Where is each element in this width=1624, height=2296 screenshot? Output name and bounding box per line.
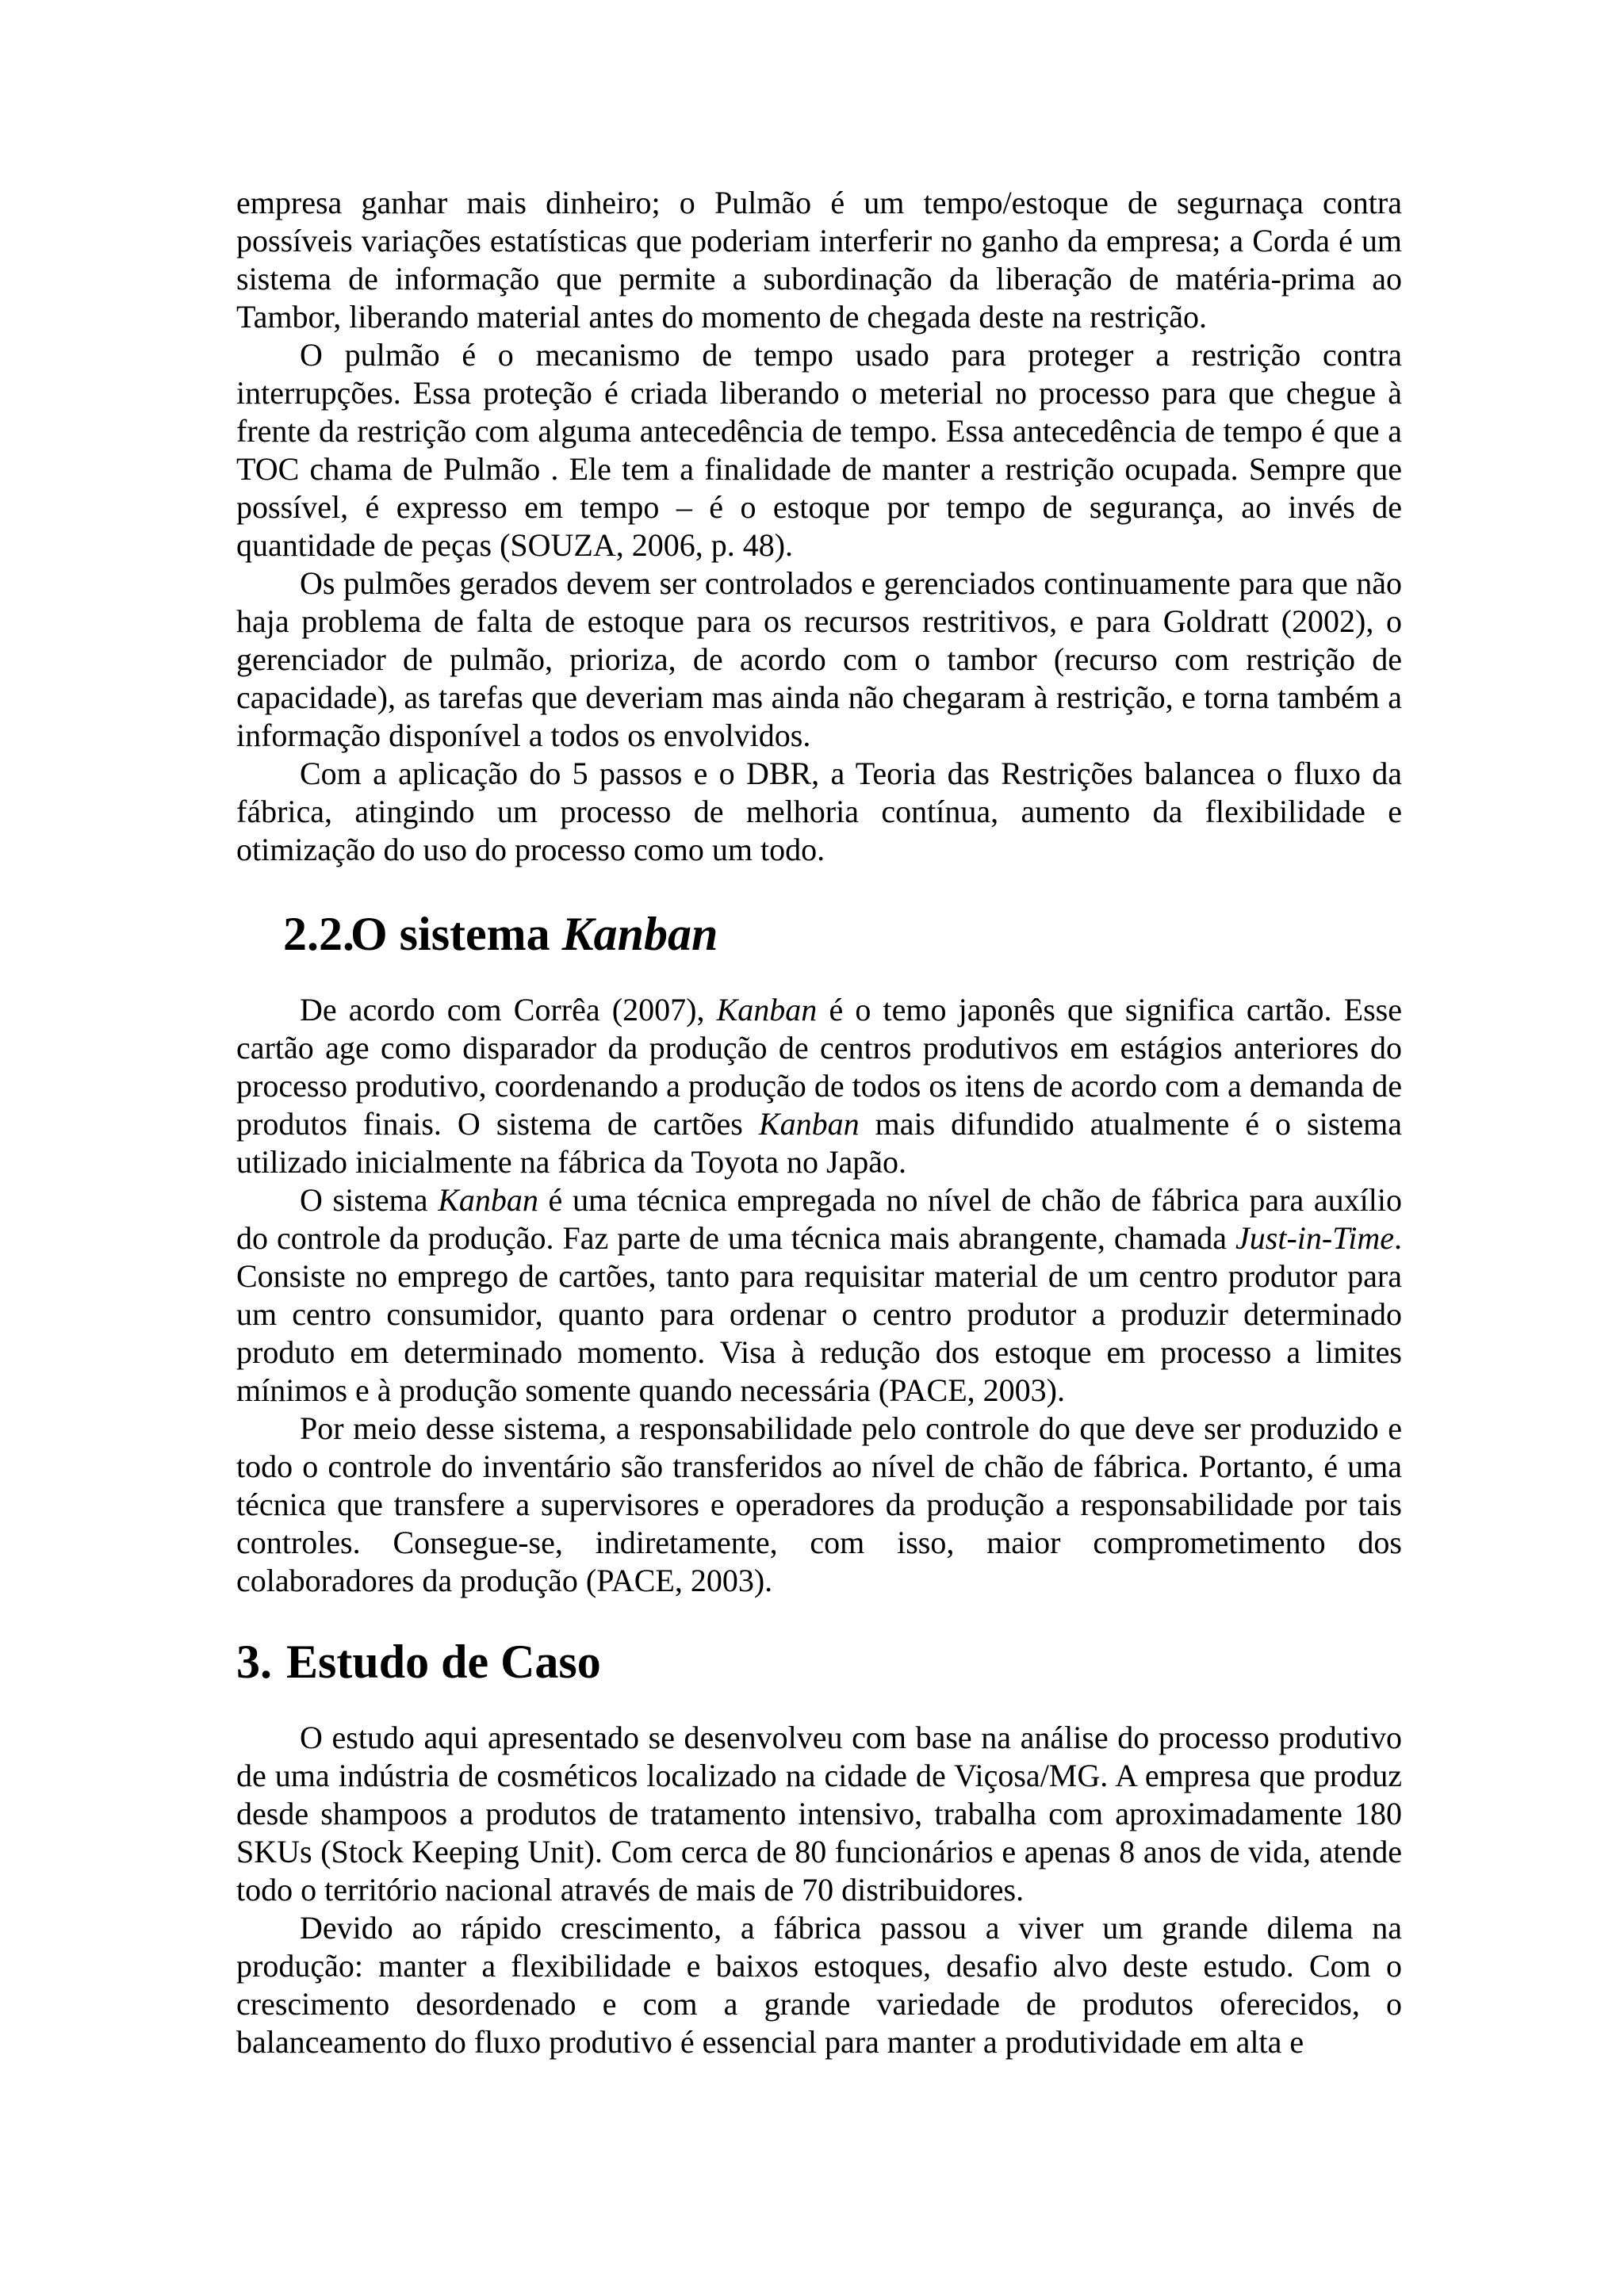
paragraph-kanban-definition: De acordo com Corrêa (2007), Kanban é o temo japonês que significa cartão. Esse cartão age como disparador da produção de centros produtivos em estágios anteriores do processo produtivo, coordenando a produção de todos os itens de acordo com a demanda de produtos finais. O sistema de cartões Kanban mais difundido atualmente é o sistema utilizado inicialmente na fábrica da Toyota no Japão.	[236, 992, 1403, 1180]
paragraph-case-study-intro: O estudo aqui apresentado se desenvolveu com base na análise do processo produtivo de uma indústria de cosméticos localizado na cidade de Viçosa/MG. A empresa que produz desde shampoos a produtos de tratamento intensivo, trabalha com aproximadamente 180 SKUs (Stock Keeping Unit). Com cerca de 80 funcionários e apenas 8 anos de vida, atende todo o território nacional através de mais de 70 distribuidores.	[236, 1720, 1402, 1908]
paragraph-kanban-responsibility: Por meio desse sistema, a responsabilidade pelo controle do que deve ser produzido e todo o controle do inventário são transferidos ao nível de chão de fábrica. Portanto, é uma técnica que transfere a supervisores e operadores da produção a responsabilidade por tais controles. Consegue-se, indiretamente, com isso, maior comprometimento dos colaboradores da produção (PACE, 2003).	[236, 1410, 1402, 1598]
section-title-italic: Kanban	[561, 908, 718, 960]
section-title-text: O sistema	[350, 908, 562, 960]
section-heading-3	[236, 1636, 1402, 1688]
paragraph-buffer-definition: O pulmão é o mecanismo de tempo usado para proteger a restrição contra interrupções. Essa proteção é criada liberando o meterial no processo para que chegue à frente da restrição com alguma antecedência de tempo. Essa antecedência de tempo é que a TOC chama de Pulmão . Ele tem a finalidade de manter a restrição ocupada. Sempre que possível, é expresso em tempo – é o estoque por tempo de segurança, ao invés de quantidade de peças (SOUZA, 2006, p. 48).	[236, 337, 1402, 563]
paragraph-case-study-dilemma: Devido ao rápido crescimento, a fábrica passou a viver um grande dilema na produção: manter a flexibilidade e baixos estoques, desafio alvo deste estudo. Com o crescimento desordenado e com a grande variedade de produtos oferecidos, o balanceamento do fluxo produtivo é essencial para manter a produtividade em alta e	[236, 1910, 1402, 2060]
section-number: 3.	[236, 1636, 272, 1688]
paragraph-drum-buffer-rope-summary: empresa ganhar mais dinheiro; o Pulmão é um tempo/estoque de segurnaça contra possíveis variações estatísticas que poderiam interferir no ganho da empresa; a Corda é um sistema de informação que permite a subordinação da liberação de matéria-prima ao Tambor, liberando material antes do momento de chegada deste na restrição.	[236, 185, 1402, 335]
document-page	[236, 184, 1402, 2061]
section-heading-2-2	[236, 908, 1402, 960]
section-number: 2.2.	[283, 908, 354, 960]
paragraph-toc-conclusion: Com a aplicação do 5 passos e o DBR, a Teoria das Restrições balancea o fluxo da fábrica, atingindo um processo de melhoria contínua, aumento da flexibilidade e otimização do uso do processo como um todo.	[236, 756, 1402, 867]
paragraph-buffer-management: Os pulmões gerados devem ser controlados e gerenciados continuamente para que não haja problema de falta de estoque para os recursos restritivos, e para Goldratt (2002), o gerenciador de pulmão, prioriza, de acordo com o tambor (recurso com restrição de capacidade), as tarefas que deveriam mas ainda não chegaram à restrição, e torna também a informação disponível a todos os envolvidos.	[236, 565, 1402, 753]
paragraph-kanban-technique: O sistema Kanban é uma técnica empregada no nível de chão de fábrica para auxílio do controle da produção. Faz parte de uma técnica mais abrangente, chamada Just-in-Time. Consiste no emprego de cartões, tanto para requisitar material de um centro produtor para um centro consumidor, quanto para ordenar o centro produtor a produzir determinado produto em determinado momento. Visa à redução dos estoque em processo a limites mínimos e à produção somente quando necessária (PACE, 2003).	[236, 1182, 1402, 1408]
section-title-text: Estudo de Caso	[286, 1636, 601, 1688]
